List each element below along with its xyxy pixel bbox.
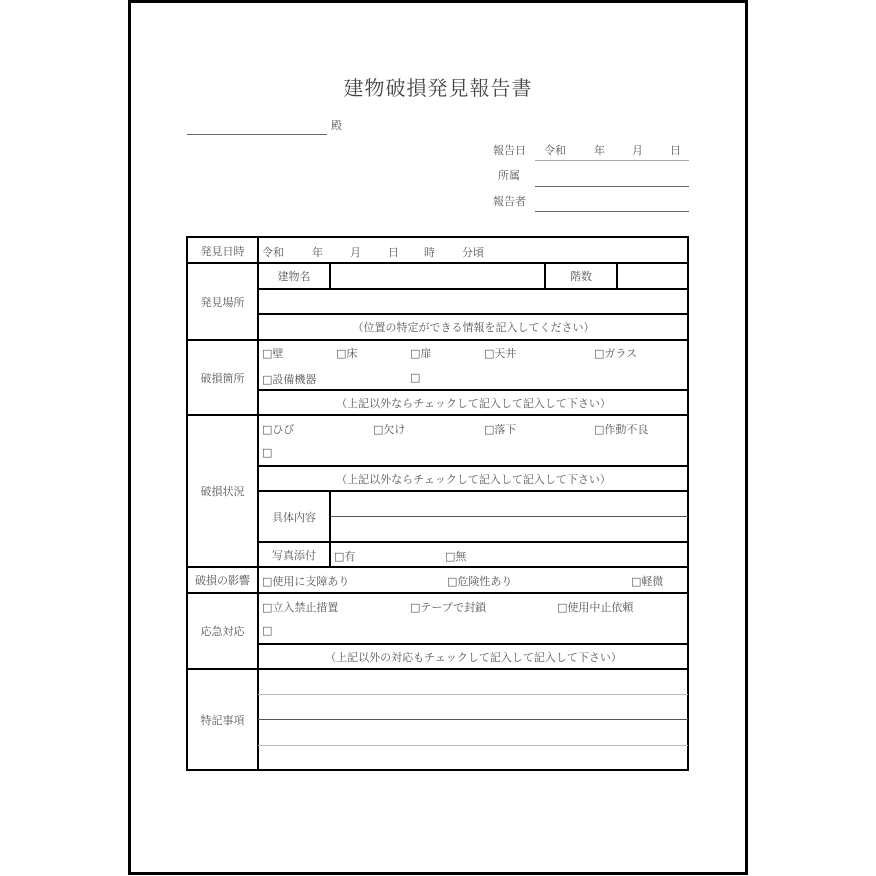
row-divider bbox=[187, 414, 688, 416]
datetime-hour: 時 bbox=[424, 246, 435, 259]
report-date-input-line[interactable] bbox=[535, 160, 689, 161]
report-date-era: 令和 bbox=[544, 144, 566, 157]
floor-label: 階数 bbox=[570, 270, 592, 283]
document-title: 建物破損発見報告書 bbox=[343, 76, 533, 100]
row-divider bbox=[187, 566, 688, 568]
addressee-input-line[interactable] bbox=[187, 134, 327, 135]
checkbox-other-location[interactable]: □ bbox=[410, 371, 421, 384]
details-label: 具体内容 bbox=[272, 510, 316, 524]
reporter-input-line[interactable] bbox=[535, 211, 689, 212]
datetime-day: 日 bbox=[388, 246, 399, 259]
special-notes-field[interactable] bbox=[259, 670, 688, 769]
emergency-response-label: 応急対応 bbox=[200, 625, 245, 638]
discovery-datetime-label: 発見日時 bbox=[200, 244, 245, 258]
damage-status-label: 破損状況 bbox=[200, 485, 245, 498]
checkbox-photo-yes[interactable]: □有 bbox=[334, 550, 356, 563]
emergency-response-note: （上記以外の対応もチェックして記入して記入して下さい） bbox=[325, 650, 622, 664]
special-notes-label: 特記事項 bbox=[200, 713, 245, 727]
location-note: （位置の特定ができる情報を記入してください） bbox=[352, 321, 595, 334]
datetime-month: 月 bbox=[350, 246, 361, 259]
checkbox-malfunction[interactable]: □作動不良 bbox=[594, 423, 649, 436]
checkbox-fall[interactable]: □落下 bbox=[484, 423, 517, 436]
damage-status-note: （上記以外ならチェックして記入して記入して下さい） bbox=[336, 472, 611, 486]
damage-location-label: 破損箇所 bbox=[200, 371, 245, 385]
checkbox-other-response[interactable]: □ bbox=[262, 624, 273, 637]
checkbox-ceiling[interactable]: □天井 bbox=[484, 347, 517, 360]
damage-location-note: （上記以外ならチェックして記入して記入して下さい） bbox=[336, 396, 611, 410]
affiliation-label: 所属 bbox=[498, 169, 520, 182]
row-divider bbox=[187, 339, 688, 341]
photo-attached-label: 写真添付 bbox=[272, 548, 316, 562]
report-date-year: 年 bbox=[594, 144, 605, 157]
checkbox-door[interactable]: □扉 bbox=[410, 347, 432, 360]
details-field-line1[interactable] bbox=[331, 492, 688, 516]
checkbox-chip[interactable]: □欠け bbox=[373, 423, 406, 436]
report-date-month: 月 bbox=[632, 144, 643, 157]
report-date-day: 日 bbox=[670, 144, 681, 157]
damage-impact-label: 破損の影響 bbox=[195, 574, 250, 587]
checkbox-floor[interactable]: □床 bbox=[336, 347, 358, 360]
datetime-minute: 分頃 bbox=[462, 246, 484, 259]
checkbox-photo-no[interactable]: □無 bbox=[445, 550, 467, 563]
checkbox-no-entry[interactable]: □立入禁止措置 bbox=[262, 601, 339, 614]
checkbox-tape-seal[interactable]: □テープで封鎖 bbox=[410, 601, 487, 614]
checkbox-dangerous[interactable]: □危険性あり bbox=[447, 575, 513, 588]
checkbox-suspend-use[interactable]: □使用中止依頼 bbox=[557, 601, 634, 614]
building-name-field[interactable] bbox=[331, 264, 544, 288]
report-date-label: 報告日 bbox=[493, 144, 526, 157]
checkbox-usage-impaired[interactable]: □使用に支障あり bbox=[262, 575, 350, 588]
building-name-label: 建物名 bbox=[277, 270, 311, 283]
location-detail-field[interactable] bbox=[259, 290, 688, 313]
affiliation-input-line[interactable] bbox=[535, 186, 689, 187]
addressee-suffix: 殿 bbox=[331, 119, 342, 132]
checkbox-glass[interactable]: □ガラス bbox=[594, 347, 638, 360]
row-divider bbox=[187, 592, 688, 594]
reporter-label: 報告者 bbox=[493, 195, 526, 208]
datetime-era: 令和 bbox=[262, 246, 284, 259]
checkbox-minor[interactable]: □軽微 bbox=[631, 575, 664, 588]
datetime-year: 年 bbox=[312, 246, 323, 259]
checkbox-other-status[interactable]: □ bbox=[262, 446, 273, 459]
checkbox-crack[interactable]: □ひび bbox=[262, 423, 295, 436]
details-field-line2[interactable] bbox=[331, 517, 688, 541]
checkbox-wall[interactable]: □壁 bbox=[262, 347, 284, 360]
floor-field[interactable] bbox=[618, 264, 688, 288]
discovery-location-label: 発見場所 bbox=[200, 295, 245, 309]
checkbox-equipment[interactable]: □設備機器 bbox=[262, 373, 317, 386]
